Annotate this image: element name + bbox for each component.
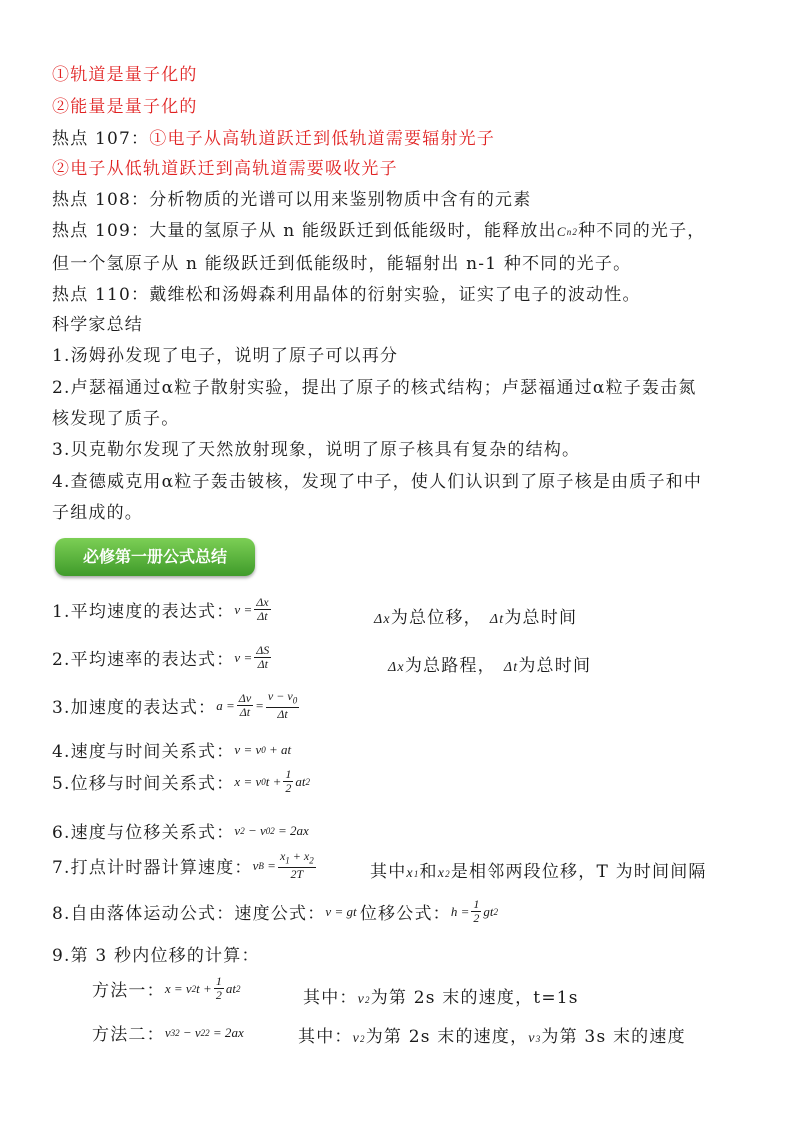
hotspot-109-text-a: 热点 109：大量的氢原子从 n 能级跃迁到低能级时，能释放出: [52, 221, 557, 241]
formula-3: 3.加速度的表达式： a = $\frac{\Delta v}{\Delta t}$ = $\frac{v - v_0}{\Delta t}$: [52, 690, 301, 721]
combination-formula: C n 2: [556, 224, 579, 239]
formula-1-math: v = $\frac{\Delta x}{\Delta t}$: [234, 595, 269, 623]
hotspot-109-text-b: 种不同的光子，: [578, 221, 706, 241]
method-2-math: v 3 2 − v 2 2 = 2 ax: [164, 1024, 244, 1040]
text-line-4: ②电子从低轨道跃迁到高轨道需要吸收光子: [52, 159, 398, 179]
formula-8-math-b: h = $\frac{1}{2}$ gt 2: [450, 897, 499, 925]
text-line-5: 热点 108：分析物质的光谱可以用来鉴别物质中含有的元素: [52, 190, 532, 210]
text-line-15: 子组成的。: [52, 503, 143, 523]
text-line-1: ①轨道是量子化的: [52, 65, 198, 85]
text-line-6: [52, 220, 706, 243]
section-badge: 必修第一册公式总结: [55, 538, 255, 576]
formula-1: 1.平均速度的表达式： v = $\frac{\Delta x}{\Delta t}$: [52, 596, 273, 623]
text-line-10: 1.汤姆孙发现了电子，说明了原子可以再分: [52, 346, 399, 366]
hotspot-107-text: ①电子从高轨道跃迁到低轨道需要辐射光子: [149, 129, 496, 149]
text-line-11: 2.卢瑟福通过α粒子散射实验，提出了原子的核式结构；卢瑟福通过α粒子轰击氮: [52, 378, 697, 398]
method-2: 方法二： v 3 2 − v 2 2 = 2 ax: [92, 1024, 244, 1045]
formula-4-math: v = v 0 + at: [234, 741, 292, 757]
formula-4: 4.速度与时间关系式： v = v 0 + at: [52, 741, 292, 762]
method-1-note: 其中： v 2 为第 2s 末的速度，t=1s: [303, 988, 579, 1008]
formula-8: 8.自由落体运动公式：速度公式： v = gt 位移公式： h = $\frac{1}{2}$ gt 2: [52, 897, 499, 925]
formula-5: 5.位移与时间关系式： x = v 0 t + $\frac{1}{2}$ at 2: [52, 767, 311, 795]
formula-8-math-a: v = gt: [325, 903, 357, 919]
formula-2: 2.平均速率的表达式： v = $\frac{\Delta S}{\Delta t}$: [52, 644, 273, 671]
text-line-3: [52, 128, 495, 150]
formula-7: 7.打点计时器计算速度： v B = $\frac{x_1 + x_2}{2T}$: [52, 850, 318, 881]
formula-2-math: v = $\frac{\Delta S}{\Delta t}$: [234, 643, 270, 671]
text-line-8: 热点 110：戴维松和汤姆森利用晶体的衍射实验，证实了电子的波动性。: [52, 285, 641, 305]
formula-2-note: Δ x 为总路程， Δ t 为总时间: [388, 656, 592, 676]
text-line-7: 但一个氢原子从 n 能级跃迁到低能级时，能辐射出 n-1 种不同的光子。: [52, 254, 632, 274]
formula-6-math: v 2 − v 0 2 = 2 ax: [234, 822, 309, 838]
hotspot-label-107: 热点 107：: [52, 129, 150, 149]
method-1: 方法一： x = v 2 t + $\frac{1}{2}$ at 2: [92, 974, 241, 1002]
text-line-12: 核发现了质子。: [52, 409, 180, 429]
formula-7-note: 其中 x 1 和 x 2 是相邻两段位移，T 为时间间隔: [370, 862, 707, 882]
text-line-9: 科学家总结: [52, 315, 143, 335]
text-line-14: 4.查德威克用α粒子轰击铍核，发现了中子，使人们认识到了原子核是由质子和中: [52, 472, 703, 492]
formula-5-math: x = v 0 t + $\frac{1}{2}$ at 2: [234, 767, 311, 795]
formula-1-note: Δ x 为总位移， Δ t 为总时间: [374, 608, 578, 628]
formula-3-math: a = $\frac{\Delta v}{\Delta t}$ = $\frac{v - v_0}{\Delta t}$: [216, 689, 298, 722]
formula-6: 6.速度与位移关系式： v 2 − v 0 2 = 2 ax: [52, 822, 309, 843]
method-2-note: 其中： v 2 为第 2s 末的速度， v 3 为第 3s 末的速度: [298, 1027, 686, 1047]
formula-9-title: 9.第 3 秒内位移的计算：: [52, 946, 260, 966]
formula-7-math: v B = $\frac{x_1 + x_2}{2T}$: [252, 849, 314, 882]
text-line-13: 3.贝克勒尔发现了天然放射现象，说明了原子核具有复杂的结构。: [52, 440, 581, 460]
method-1-math: x = v 2 t + $\frac{1}{2}$ at 2: [164, 974, 241, 1002]
text-line-2: ②能量是量子化的: [52, 97, 198, 117]
